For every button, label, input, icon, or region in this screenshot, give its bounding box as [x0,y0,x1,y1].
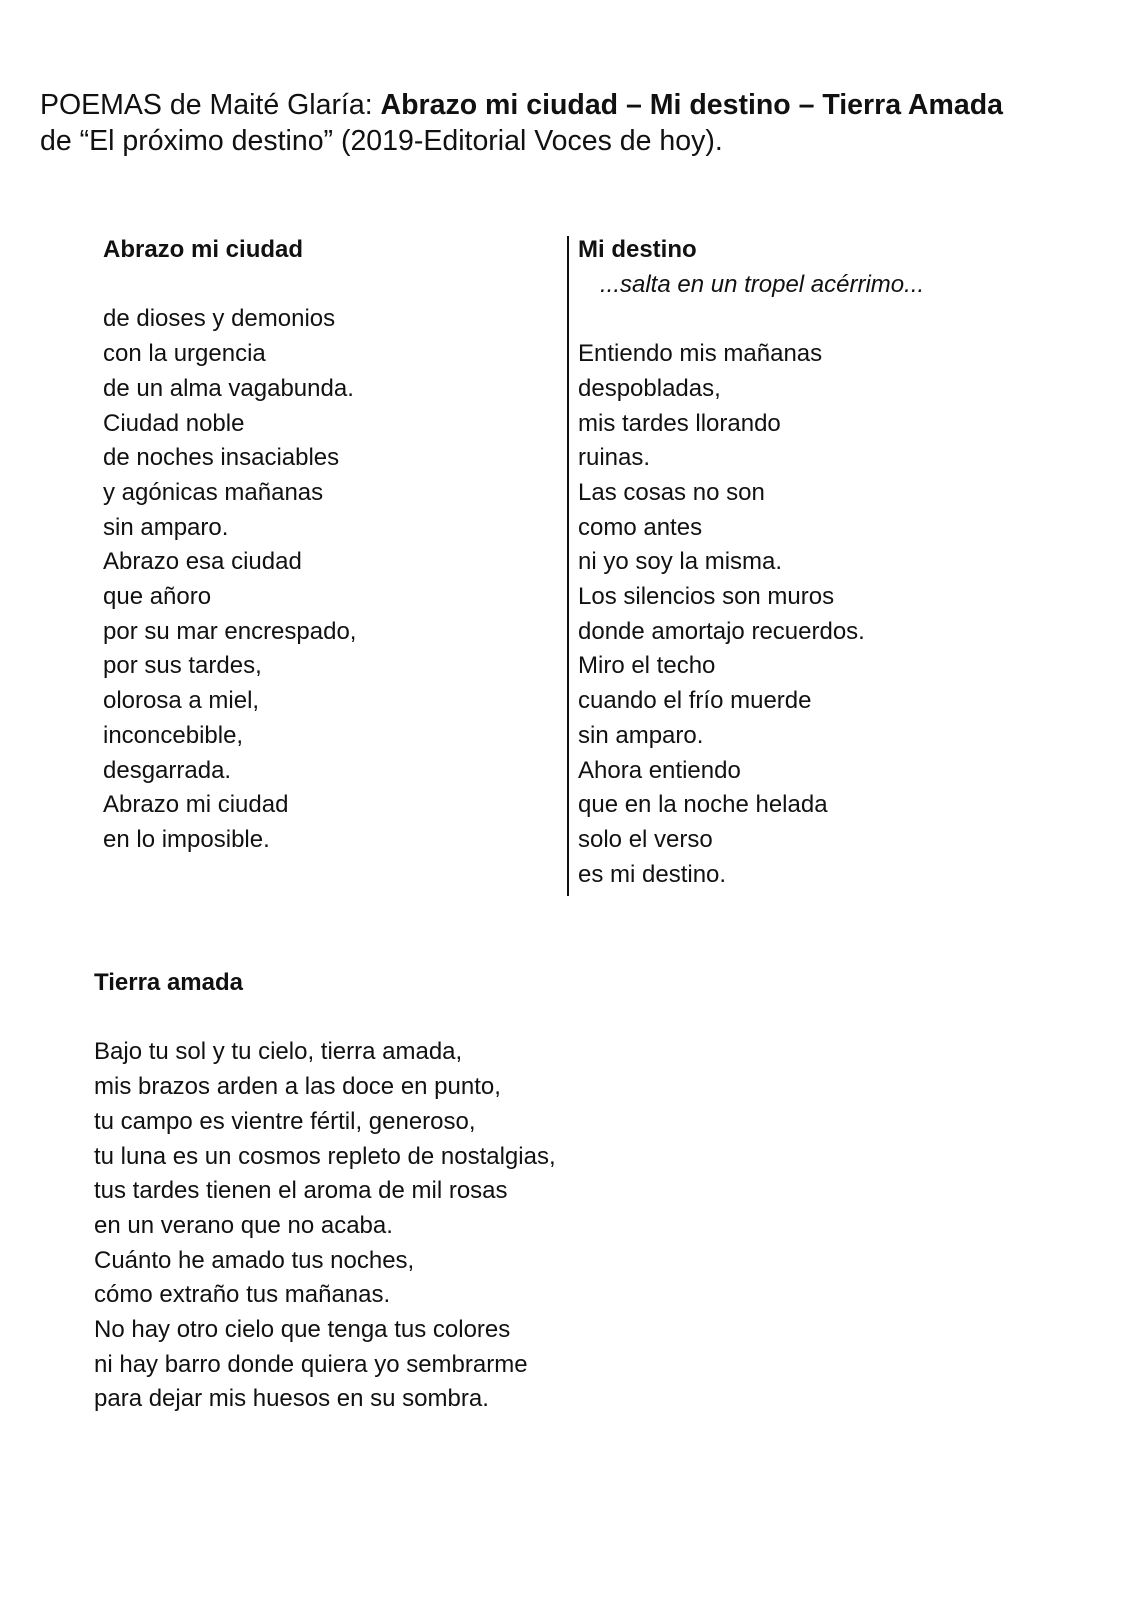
poem-line: Cuánto he amado tus noches, [94,1246,415,1274]
poem-line: sin amparo. [578,721,704,749]
poem-line: tu luna es un cosmos repleto de nostalgias, [94,1142,556,1170]
poem-line: solo el verso [578,825,713,853]
poem-line: ni yo soy la misma. [578,548,783,576]
poem-line: de noches insaciables [103,444,340,472]
header-source: de “El próximo destino” (2019-Editorial Voces de hoy). [40,125,723,157]
poem-line: Abrazo esa ciudad [103,548,302,576]
poem-line: en un verano que no acaba. [94,1211,393,1239]
header-poem-titles: Abrazo mi ciudad – Mi destino – Tierra Amada [380,89,1003,121]
poem-line: despobladas, [578,374,721,402]
poem-line: olorosa a miel, [103,687,260,715]
poem-line: Ahora entiendo [578,756,741,784]
poem-line: de dioses y demonios [103,305,336,333]
poem-line: cuando el frío muerde [578,687,812,715]
poem-line: sin amparo. [103,513,229,541]
header-prefix: POEMAS de Maité Glaría: [40,89,381,121]
poem-line: Entiendo mis mañanas [578,340,823,368]
poem-title: Tierra amada [94,969,243,996]
poem-title: Mi destino [578,236,697,263]
poem-line: por su mar encrespado, [103,617,357,645]
poem-line: Las cosas no son [578,478,765,506]
poem-line: de un alma vagabunda. [103,374,354,402]
poem-line: Miro el techo [578,652,716,680]
poem-line: con la urgencia [103,340,266,368]
stanza-gap [103,268,543,303]
poem-epigraph: ...salta en un tropel acérrimo... [600,270,925,298]
stanza-gap [578,302,1078,337]
poem-line: y agónicas mañanas [103,478,324,506]
poem-line: por sus tardes, [103,652,262,680]
poem-line: No hay otro cielo que tenga tus colores [94,1316,511,1344]
poem-line: que en la noche helada [578,791,828,819]
poem-line: en lo imposible. [103,825,270,853]
poem-line: cómo extraño tus mañanas. [94,1281,391,1309]
poem-line: desgarrada. [103,756,232,784]
poem-line: mis tardes llorando [578,409,781,437]
poem-line: tus tardes tienen el aroma de mil rosas [94,1177,508,1205]
poem-line: Abrazo mi ciudad [103,791,289,819]
poem-title: Abrazo mi ciudad [103,236,304,263]
poem-line: como antes [578,513,703,541]
poem-line: inconcebible, [103,721,244,749]
page-header [40,87,1100,159]
poem-line: Bajo tu sol y tu cielo, tierra amada, [94,1038,463,1066]
poem-abrazo-mi-ciudad [103,233,543,858]
poem-mi-destino [578,233,1078,892]
poem-line: para dejar mis huesos en su sombra. [94,1385,489,1413]
poem-line: que añoro [103,583,212,611]
column-divider [567,236,569,896]
poem-tierra-amada [94,966,994,1417]
poem-line: donde amortajo recuerdos. [578,617,865,645]
poem-line: ni hay barro donde quiera yo sembrarme [94,1350,528,1378]
poem-line: tu campo es vientre fértil, generoso, [94,1107,476,1135]
stanza-gap [94,1001,994,1036]
poem-line: es mi destino. [578,860,727,888]
poem-line: Ciudad noble [103,409,245,437]
poem-line: ruinas. [578,444,651,472]
poem-line: mis brazos arden a las doce en punto, [94,1073,501,1101]
poem-line: Los silencios son muros [578,583,835,611]
